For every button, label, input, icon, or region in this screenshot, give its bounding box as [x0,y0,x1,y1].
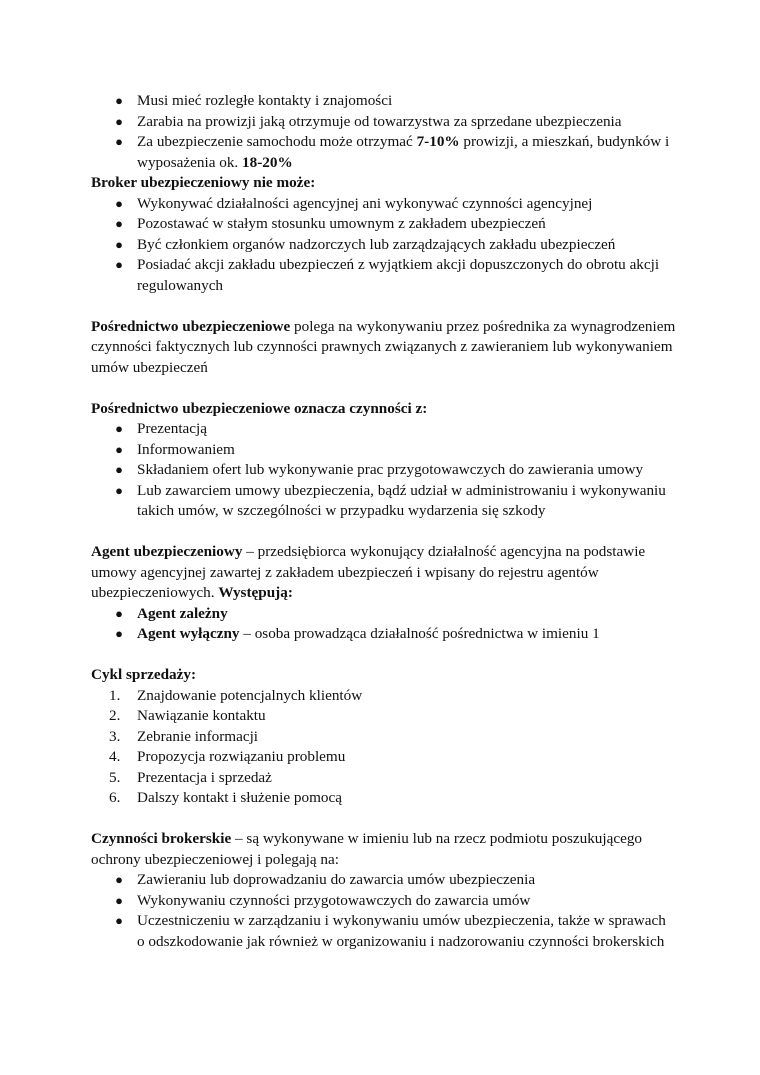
bullet-icon: ● [115,913,123,928]
item-number: 5. [109,768,121,786]
sales-cycle-list [91,686,676,809]
bullet-icon: ● [115,462,123,477]
spacer [91,645,676,666]
bullet-icon: ● [115,605,123,621]
spacer [91,809,676,830]
oznacza-heading: Pośrednictwo ubezpieczeniowe oznacza czynności z: [91,399,428,417]
bullet-icon: ● [115,892,123,908]
list-item: 3. Zebranie informacji [91,727,676,748]
list-item: ● Wykonywać działalności agencyjnej ani wykonywać czynności agencyjnej [91,194,676,215]
item-number: 4. [109,748,121,765]
item-number: 2. [109,707,121,724]
list-item: ● Posiadać akcji zakładu ubezpieczeń z wyjątkiem akcji dopuszczonych do obrotu akcji regulowanych [91,255,676,296]
bullet-icon: ● [115,236,123,252]
list-item: 5. Prezentacja i sprzedaż [91,768,676,789]
bullet-icon: ● [115,216,123,231]
broker-heading: Broker ubezpieczeniowy nie może: [91,174,316,191]
bullet-icon: ● [115,93,123,108]
bullet-icon: ● [115,195,123,211]
bullet-icon: ● [115,421,123,436]
item-number: 6. [109,789,121,806]
spacer [91,522,676,543]
agent-types-list [91,604,676,645]
list-item: 1. Znajdowanie potencjalnych klientów [91,686,676,707]
posrednictwo-definition: Pośrednictwo ubezpieczeniowe polega na wykonywaniu przez pośrednika za wynagrodzeniem czynności faktycznych lub czynności prawnych związanych z zawieraniem lub wykonywaniem umów ubezpieczeń [91,317,676,376]
list-item: ● Lub zawarciem umowy ubezpieczenia, bądź udział w administrowaniu i wykonywaniu takich umów, w szczególności w przypadku wydarzenia się szkody [91,481,676,522]
list-item: ● Agent zależny [91,604,676,625]
list-item: ● Uczestniczeniu w zarządzaniu i wykonywaniu umów ubezpieczenia, także w sprawach o odszkodowanie jak również w organizowaniu i nadzorowaniu czynności brokerskich [91,911,676,952]
bullet-icon: ● [115,113,123,129]
broker-restrictions-list [91,194,676,297]
bullet-icon: ● [115,482,123,498]
list-item: 4. Propozycja rozwiązaniu problemu [91,747,676,768]
agent-traits-list [91,91,676,173]
bullet-icon: ● [115,872,123,887]
list-item: ● Składaniem ofert lub wykonywanie prac przygotowawczych do zawierania umowy [91,460,676,481]
bullet-icon: ● [115,441,123,457]
list-item: ● Zawieraniu lub doprowadzaniu do zawarcia umów ubezpieczenia [91,870,676,891]
agent-definition: Agent ubezpieczeniowy – przedsiębiorca wykonujący działalność agencyjna na podstawie umowy agencyjnej zawartej z zakładem ubezpieczeń i wpisany do rejestru agentów ubezpieczeniowych. Występują: [91,543,646,601]
item-number: 1. [109,686,121,704]
spacer [91,378,676,399]
list-item: 6. Dalszy kontakt i służenie pomocą [91,788,676,809]
bullet-icon: ● [115,134,123,149]
cykl-heading: Cykl sprzedaży: [91,666,197,683]
oznacza-list [91,419,676,522]
bullet-icon: ● [115,626,123,641]
spacer [91,296,676,317]
list-item: ● Wykonywaniu czynności przygotowawczych do zawarcia umów [91,891,676,912]
list-item: ● Za ubezpieczenie samochodu może otrzymać 7-10% prowizji, a mieszkań, budynków i wyposażenia ok. 18-20% [91,132,676,173]
list-item: ● Pozostawać w stałym stosunku umownym z zakładem ubezpieczeń [91,214,676,235]
list-item: ● Agent wyłączny – osoba prowadząca działalność pośrednictwa w imieniu 1 [91,624,676,645]
list-item: ● Musi mieć rozległe kontakty i znajomości [91,91,676,112]
list-item: 2. Nawiązanie kontaktu [91,706,676,727]
list-item: ● Informowaniem [91,440,676,461]
document-content [91,91,676,952]
brokerskie-list [91,870,676,952]
list-item: ● Być członkiem organów nadzorczych lub zarządzających zakładu ubezpieczeń [91,235,676,256]
list-item: ● Prezentacją [91,419,676,440]
list-item: ● Zarabia na prowizji jaką otrzymuje od towarzystwa za sprzedane ubezpieczenia [91,112,676,133]
brokerskie-definition: Czynności brokerskie – są wykonywane w imieniu lub na rzecz podmiotu poszukującego ochrony ubezpieczeniowej i polegają na: [91,830,643,868]
bullet-icon: ● [115,257,123,272]
item-number: 3. [109,727,121,745]
